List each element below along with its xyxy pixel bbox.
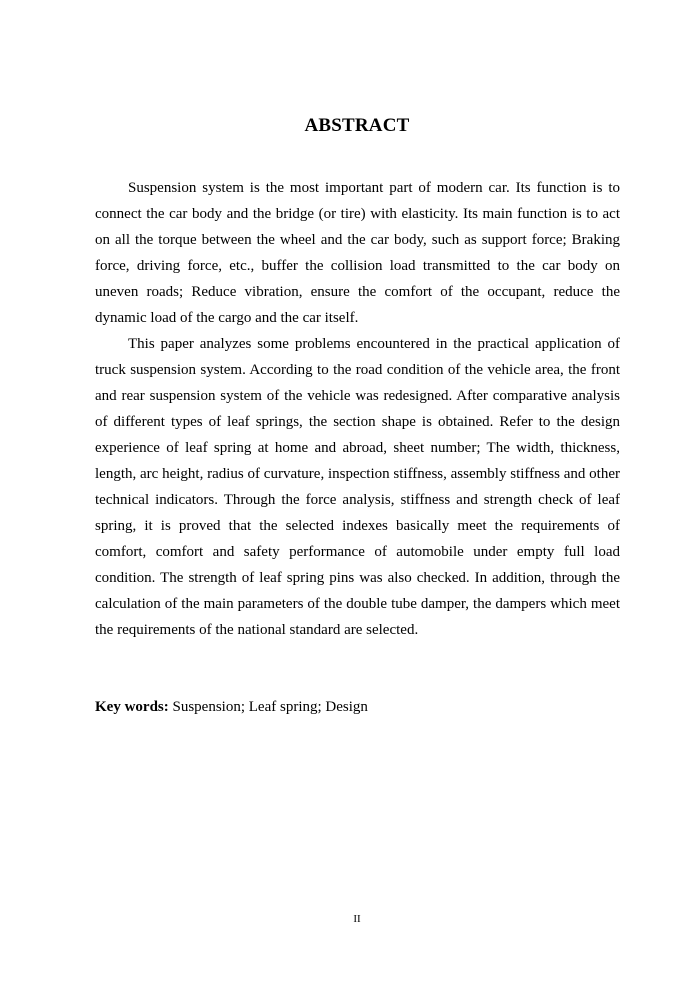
abstract-paragraph-2: This paper analyzes some problems encountered in the practical application of truck suspension system. According to the road condition of the vehicle area, the front and rear suspension system of the vehicle was redesigned. After comparative analysis of different types of leaf springs, the section shape is obtained. Refer to the design experience of leaf spring at home and abroad, sheet number; The width, thickness, length, arc height, radius of curvature, inspection stiffness, assembly stiffness and other technical indicators. Through the force analysis, stiffness and strength check of leaf spring, it is proved that the selected indexes basically meet the requirements of comfort, comfort and safety performance of automobile under empty full load condition. The strength of leaf spring pins was also checked. In addition, through the calculation of the main parameters of the double tube damper, the dampers which meet the requirements of the national standard are selected. [95,336,620,638]
abstract-title: ABSTRACT [304,115,410,136]
abstract-body [95,175,620,643]
abstract-paragraph-1: Suspension system is the most important part of modern car. Its function is to connect the car body and the bridge (or tire) with elasticity. Its main function is to act on all the torque between the wheel and the car body, such as support force; Braking force, driving force, etc., buffer the collision load transmitted to the car body on uneven roads; Reduce vibration, ensure the comfort of the occupant, reduce the dynamic load of the cargo and the car itself. [95,180,620,326]
keywords-line [95,694,620,720]
page-number: II [353,913,361,925]
keywords-value: Suspension; Leaf spring; Design [168,699,368,715]
keywords-label: Key words: [95,699,169,715]
